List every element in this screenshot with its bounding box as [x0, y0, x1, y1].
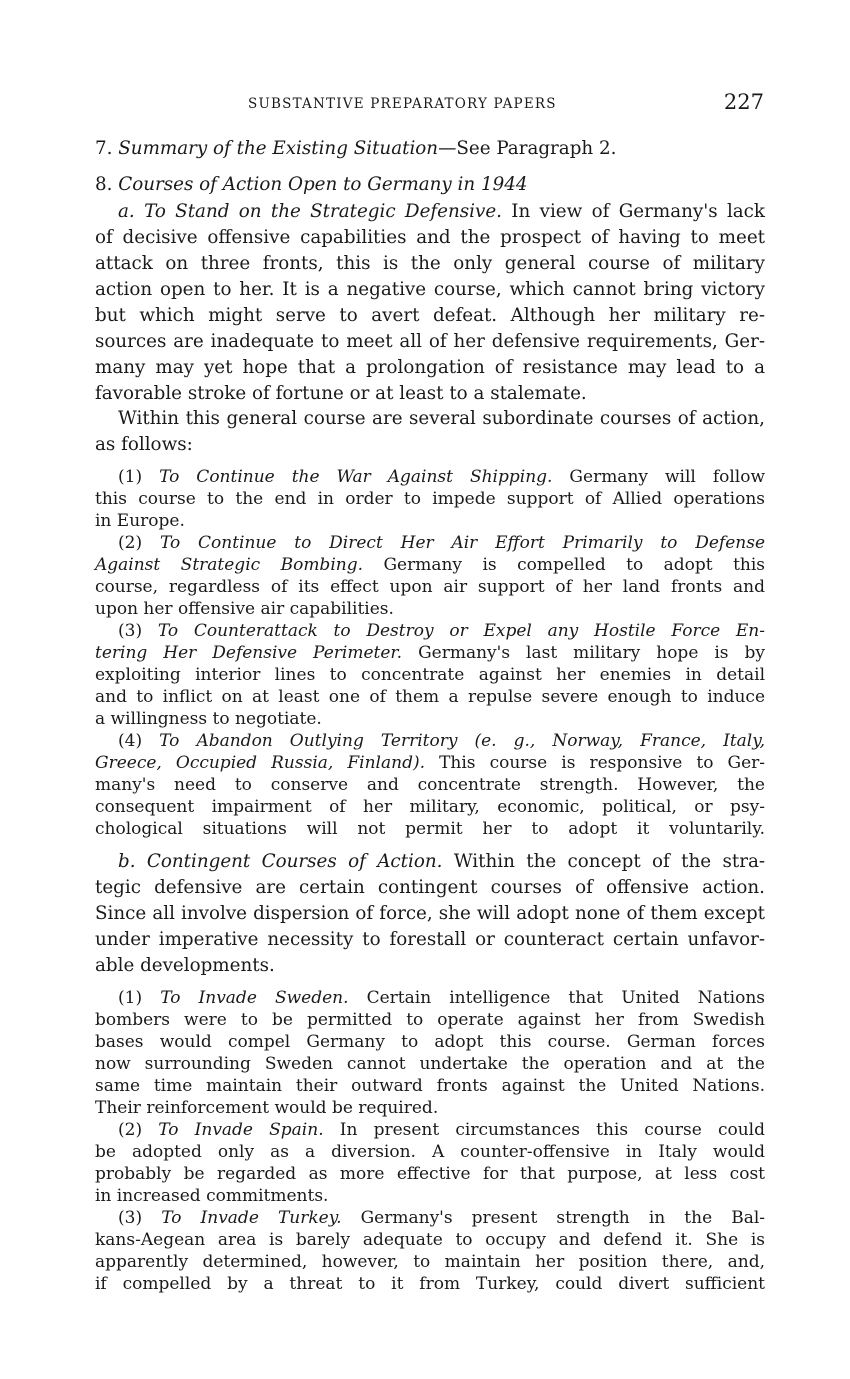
b3-line-2: kans-Aegean area is barely adequate to occupy and defend it. She is [95, 1230, 765, 1250]
para-title: To Stand on the Strategic Defensive. [144, 201, 502, 222]
item-number: (1) [118, 467, 143, 487]
section-title: Summary of the Existing Situation [118, 138, 439, 159]
item-number: (4) [118, 731, 143, 751]
item-title: To Abandon Outlying Territory [159, 731, 458, 751]
section-reference: —See Paragraph 2. [438, 138, 617, 159]
a2-line-3: course, regardless of its effect upon air support of her land fronts and [95, 577, 765, 597]
para-a-line-7: many may yet hope that a prolongation of resistance may lead to a [95, 357, 765, 378]
item-text: Germany will follow [569, 467, 765, 487]
para-b-line-4: under imperative necessity to forestall or counteract certain unfavor- [95, 929, 765, 950]
b3-line-4: if compelled by a threat to it from Turkey, could divert sufficient [95, 1274, 765, 1294]
a2-line-1 [118, 533, 765, 553]
section-7-heading [95, 138, 765, 160]
item-number: (3) [118, 621, 143, 641]
section-number: 7. [95, 138, 113, 159]
b1-line-5: same time maintain their outward fronts against the United Nations. [95, 1076, 765, 1096]
para-b-line-2: tegic defensive are certain contingent courses of offensive action. [95, 877, 765, 898]
b1-line-6: Their reinforcement would be required. [95, 1098, 439, 1118]
item-text: Germany's last military hope is by [418, 643, 765, 663]
b1-line-3: bases would compel Germany to adopt this course. German forces [95, 1032, 765, 1052]
b2-line-1 [118, 1120, 765, 1140]
item-text: Germany's present strength in the Bal- [360, 1208, 766, 1228]
item-number: (1) [118, 988, 143, 1008]
a4-line-5: chological situations will not permit her to adopt it voluntarily. [95, 819, 765, 839]
b1-line-2: bombers were to be permitted to operate against her from Swedish [95, 1010, 765, 1030]
para-a-line-1 [118, 201, 765, 223]
b1-line-4: now surrounding Sweden cannot undertake the operation and at the [95, 1054, 765, 1074]
item-number: (2) [118, 1120, 143, 1140]
item-examples: Greece, Occupied Russia, Finland). [95, 753, 425, 773]
para-a-line-2: of decisive offensive capabilities and the prospect of having to meet [95, 227, 765, 248]
b3-line-3: apparently determined, however, to maintain her position there, and, [95, 1252, 765, 1272]
b2-line-4: in increased commitments. [95, 1186, 329, 1206]
item-title: To Invade Spain. [158, 1120, 324, 1140]
page-number: 227 [723, 90, 764, 114]
a1-line-1 [118, 467, 765, 487]
b3-line-1 [118, 1208, 765, 1228]
section-title: Courses of Action Open to Germany in 1944 [118, 174, 528, 195]
para-b-line-1 [118, 851, 765, 873]
a3-line-1 [118, 621, 765, 641]
item-text: Certain intelligence that United Nations [366, 988, 765, 1008]
item-text: This course is responsive to Ger- [439, 753, 766, 773]
a1-line-3: in Europe. [95, 511, 185, 531]
item-title: Against Strategic Bombing. [95, 555, 363, 575]
a3-line-3: exploiting interior lines to concentrate against her enemies in detail [95, 665, 765, 685]
a3-line-4: and to inflict on at least one of them a repulse severe enough to induce [95, 687, 765, 707]
item-number: (3) [118, 1208, 143, 1228]
within-line-1: Within this general course are several subordinate courses of action, [118, 408, 765, 429]
item-title: tering Her Defensive Perimeter. [95, 643, 403, 663]
para-a-line-4: action open to her. It is a negative course, which cannot bring victory [95, 279, 765, 300]
a4-line-3: many's need to conserve and concentrate strength. However, the [95, 775, 765, 795]
a2-line-2 [95, 555, 765, 575]
a3-line-5: a willingness to negotiate. [95, 709, 322, 729]
a4-line-1 [118, 731, 765, 751]
para-a-line-8: favorable stroke of fortune or at least to a stalemate. [95, 383, 587, 404]
item-text: In present circumstances this course could [339, 1120, 765, 1140]
para-title: Contingent Courses of Action. [146, 851, 443, 872]
para-text: Within the concept of the stra- [453, 851, 766, 872]
para-b-line-5: able developments. [95, 955, 275, 976]
item-title: To Invade Sweden. [160, 988, 349, 1008]
running-head: SUBSTANTIVE PREPARATORY PAPERS [248, 96, 557, 112]
item-title: To Continue to Direct Her Air Effort Primarily to Defense [159, 533, 766, 553]
para-label: a. [118, 201, 135, 222]
b1-line-1 [118, 988, 765, 1008]
para-a-line-6: sources are inadequate to meet all of her defensive requirements, Ger- [95, 331, 765, 352]
item-title: To Counterattack to Destroy or Expel any Hostile Force En- [157, 621, 766, 641]
para-text: In view of Germany's lack [511, 201, 766, 222]
para-a-line-3: attack on three fronts, this is the only general course of military [95, 253, 765, 274]
item-title: To Continue the War Against Shipping. [159, 467, 553, 487]
a2-line-4: upon her offensive air capabilities. [95, 599, 394, 619]
a1-line-2: this course to the end in order to impede support of Allied operations [95, 489, 765, 509]
item-title: To Invade Turkey. [161, 1208, 342, 1228]
within-line-2: as follows: [95, 434, 193, 455]
a4-line-2 [95, 753, 765, 773]
a3-line-2 [95, 643, 765, 663]
item-number: (2) [118, 533, 143, 553]
page-header [248, 90, 764, 120]
section-number: 8. [95, 174, 113, 195]
a4-line-4: consequent impairment of her military, economic, political, or psy- [95, 797, 765, 817]
b2-line-2: be adopted only as a diversion. A counter-offensive in Italy would [95, 1142, 765, 1162]
para-a-line-5: but which might serve to avert defeat. Although her military re- [95, 305, 765, 326]
item-text: Germany is compelled to adopt this [383, 555, 766, 575]
item-examples: (e. g., Norway, France, Italy, [474, 731, 765, 751]
para-label: b. [118, 851, 136, 872]
para-b-line-3: Since all involve dispersion of force, she will adopt none of them except [95, 903, 765, 924]
section-8-heading [95, 174, 765, 196]
b2-line-3: probably be regarded as more effective for that purpose, at less cost [95, 1164, 765, 1184]
